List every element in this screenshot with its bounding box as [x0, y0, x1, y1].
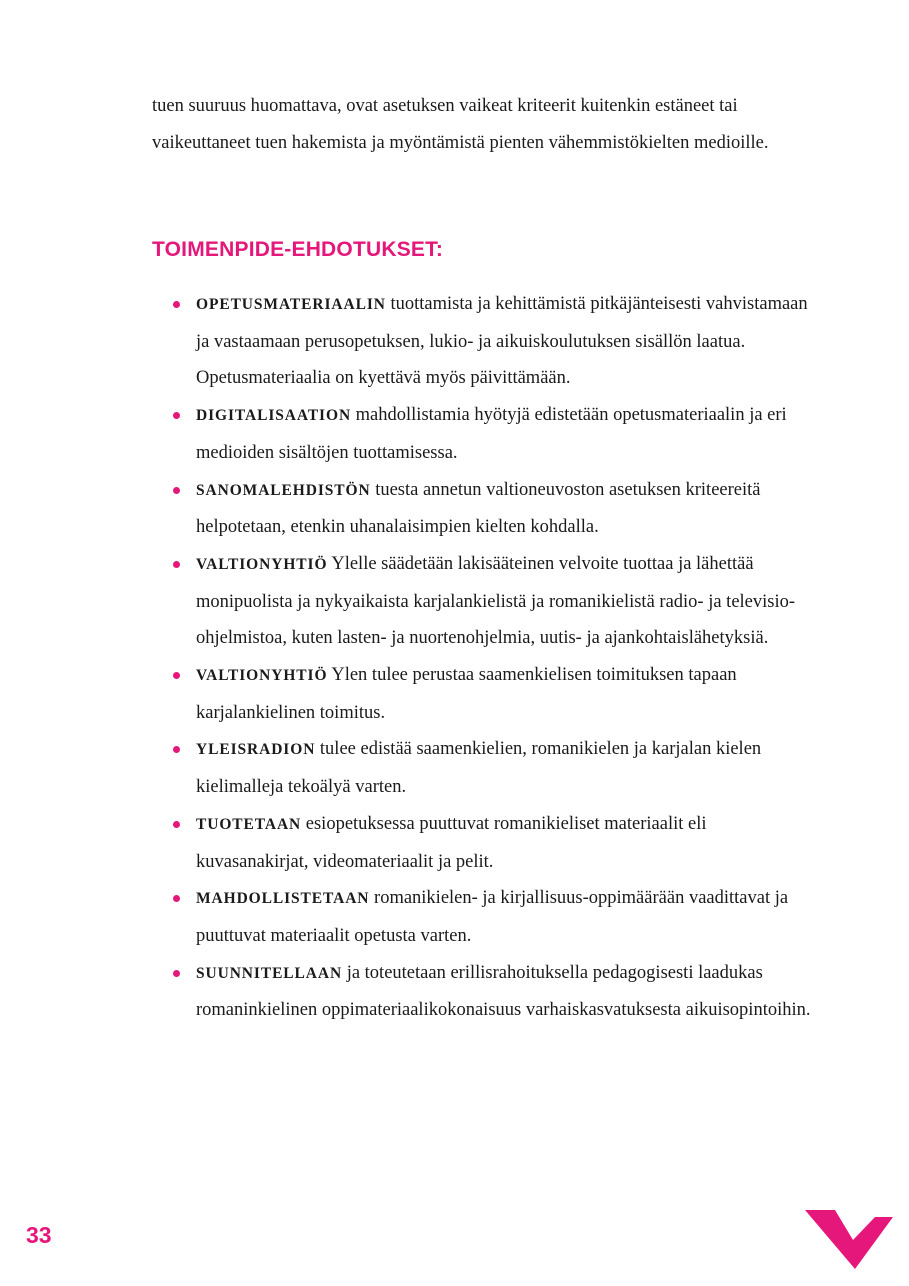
- item-text: Ylelle säädetään lakisääteinen velvoite tuottaa ja lähettää monipuolista ja nykyaikaista karjalankielistä ja romanikielistä radio- ja televisio-ohjelmistoa, kuten lasten- ja nuortenohjelmia, uutis- ja ajankohtaislähetyksiä.: [196, 553, 796, 649]
- list-item: [172, 657, 812, 731]
- item-lead-term: VALTIONYHTIÖ: [196, 667, 328, 685]
- list-item: [172, 472, 812, 546]
- bullet-dot-icon: [173, 821, 180, 828]
- list-item: [172, 880, 812, 954]
- item-lead-term: SANOMALEHDISTÖN: [196, 481, 371, 499]
- item-lead-term: VALTIONYHTIÖ: [196, 555, 328, 573]
- item-text: mahdollistamia hyötyjä edistetään opetusmateriaalin ja eri medioiden sisältöjen tuottamisessa.: [196, 405, 787, 463]
- item-text: esiopetuksessa puuttuvat romanikieliset materiaalit eli kuvasanakirjat, videomateriaalit ja pelit.: [196, 813, 707, 872]
- item-lead-term: TUOTETAAN: [196, 815, 302, 833]
- item-text: tuesta annetun valtioneuvoston asetuksen kriteereitä helpotetaan, etenkin uhanalaisimpien kielten kohdalla.: [196, 479, 761, 538]
- item-lead-term: MAHDOLLISTETAAN: [196, 890, 370, 908]
- item-lead-term: OPETUSMATERIAALIN: [196, 296, 386, 313]
- proposal-list: [172, 286, 812, 1029]
- bullet-dot-icon: [173, 301, 180, 308]
- bullet-dot-icon: [173, 487, 180, 494]
- bullet-dot-icon: [173, 746, 180, 753]
- bullet-dot-icon: [173, 412, 180, 419]
- bullet-dot-icon: [173, 561, 180, 568]
- item-lead-term: SUUNNITELLAAN: [196, 964, 343, 982]
- intro-paragraph: tuen suuruus huomattava, ovat asetuksen vaikeat kriteerit kuitenkin estäneet tai vaikeuttaneet tuen hakemista ja myöntämistä pienten vähemmistökielten medioille.: [152, 96, 769, 153]
- item-lead-term: DIGITALISAATION: [196, 407, 352, 425]
- item-lead-term: YLEISRADION: [196, 741, 316, 759]
- bullet-dot-icon: [173, 970, 180, 977]
- section-heading: TOIMENPIDE-EHDOTUKSET:: [152, 238, 444, 261]
- page-number: 33: [26, 1222, 52, 1248]
- brand-logo-icon: [805, 1207, 893, 1273]
- list-item: [172, 806, 812, 880]
- list-item: [172, 397, 812, 471]
- bullet-dot-icon: [173, 672, 180, 679]
- item-text: romanikielen- ja kirjallisuus-oppimäärään vaadittavat ja puuttuvat materiaalit opetusta varten.: [196, 888, 789, 946]
- list-item: [172, 955, 812, 1029]
- list-item: [172, 731, 812, 805]
- bullet-dot-icon: [173, 895, 180, 902]
- item-text: ja toteutetaan erillisrahoituksella pedagogisesti laadukas romaninkielinen oppimateriaalikokonaisuus varhaiskasvatuksesta aikuisopintoihin.: [196, 962, 811, 1021]
- item-text: tulee edistää saamenkielien, romanikielen ja karjalan kielen kielimalleja tekoälyä varten.: [196, 739, 762, 798]
- item-text: Ylen tulee perustaa saamenkielisen toimituksen tapaan karjalankielinen toimitus.: [196, 665, 737, 723]
- list-item: [172, 286, 812, 397]
- list-item: [172, 546, 812, 657]
- item-text: tuottamista ja kehittämistä pitkäjänteisesti vahvistamaan ja vastaamaan perusopetuksen, lukio- ja aikuiskoulutuksen sisällön laatua. Opetusmateriaalia on kyettävä myös päivittämään.: [196, 294, 808, 389]
